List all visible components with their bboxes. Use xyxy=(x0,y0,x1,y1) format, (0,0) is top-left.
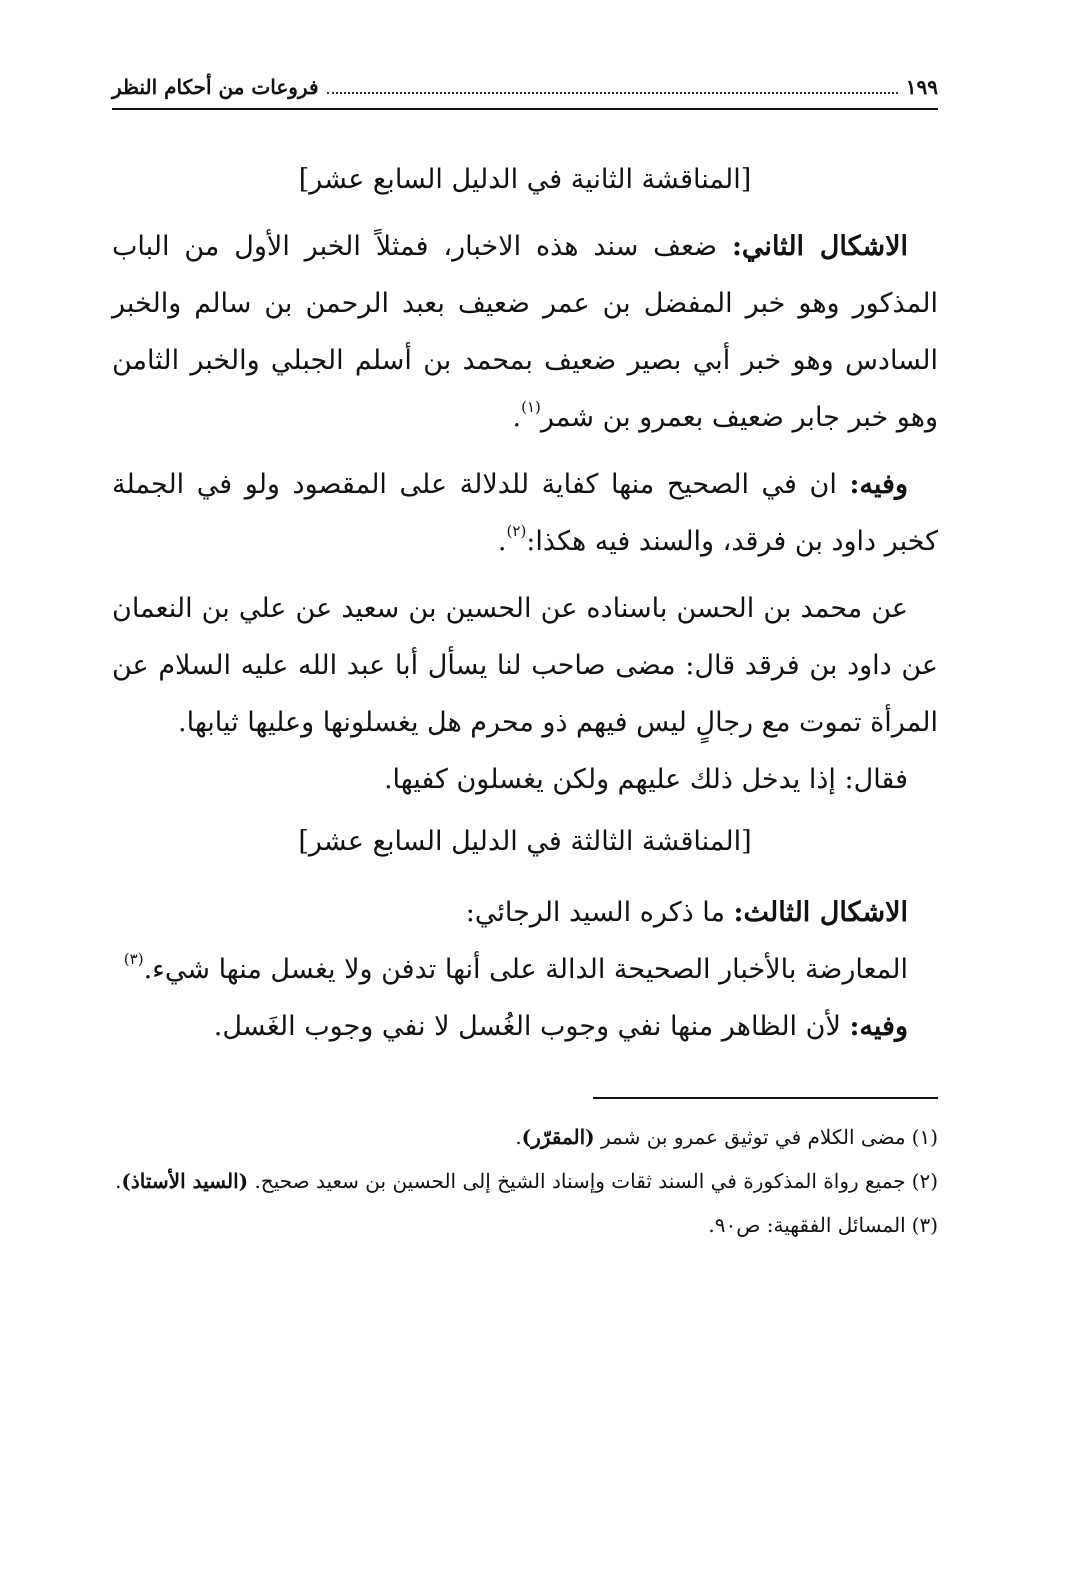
footnotes xyxy=(112,1119,938,1243)
label-third-objection: الاشكال الثالث: xyxy=(733,897,908,928)
footnote-text: المسائل الفقهية: ص٩٠. xyxy=(708,1213,906,1237)
text-response-1: ان في الصحيح منها كفاية للدلالة على المقصود ولو في الجملة كخبر داود بن فرقد، والسند فيه هكذا: xyxy=(112,469,938,557)
label-response-2: وفيه: xyxy=(849,1011,908,1042)
paragraph-hadith-answer: فقال: إذا يدخل ذلك عليهم ولكن يغسلون كفيها. xyxy=(383,764,908,795)
text-second-objection: ضعف سند هذه الاخبار، فمثلاً الخبر الأول من الباب المذكور وهو خبر المفضل بن عمر ضعيف بعبد الرحمن بن سالم والخبر السادس وهو خبر أبي بصير ضعيف بمحمد بن أسلم الجبلي والخبر الثامن وهو خبر جابر ضعيف بعمرو بن شمر xyxy=(112,231,938,433)
section-heading-third-discussion: [المناقشة الثالثة في الدليل السابع عشر] xyxy=(298,826,752,857)
footnote-number: (١) xyxy=(911,1125,938,1149)
footnote-ref-3[interactable]: (٣) xyxy=(123,950,144,968)
text-third-objection: ما ذكره السيد الرجائي: xyxy=(465,897,734,928)
footnote-3 xyxy=(112,1207,938,1243)
paragraph-response-2 xyxy=(112,998,938,1055)
punct: . xyxy=(115,1169,122,1193)
text-response-2: لأن الظاهر منها نفي وجوب الغُسل لا نفي وجوب الغَسل. xyxy=(213,1011,850,1042)
punct: . xyxy=(515,1125,522,1149)
footnote-text: مضى الكلام في توثيق عمرو بن شمر xyxy=(594,1125,906,1149)
footnote-separator xyxy=(593,1097,938,1099)
footnote-ref-1[interactable]: (١) xyxy=(521,398,541,416)
footnote-source: (السيد الأستاذ) xyxy=(121,1169,249,1193)
footnote-number: (٣) xyxy=(911,1213,938,1237)
paragraph-response-1 xyxy=(112,456,938,570)
footnote-text: جميع رواة المذكورة في السند ثقات وإسناد الشيخ إلى الحسين بن سعيد صحيح. xyxy=(248,1169,906,1193)
section-heading-second-discussion: [المناقشة الثانية في الدليل السابع عشر] xyxy=(298,164,752,195)
paragraph-hadith-chain: عن محمد بن الحسن باسناده عن الحسين بن سعيد عن علي بن النعمان عن داود بن فرقد قال: مضى صاحب لنا يسأل أبا عبد الله عليه السلام عن المرأة تموت مع رجالٍ ليس فيهم ذو محرم هل يغسلونها وعليها ثيابها. xyxy=(112,593,938,738)
punct: . xyxy=(512,402,522,433)
text-contradiction: المعارضة بالأخبار الصحيحة الدالة على أنها تدفن ولا يغسل منها شيء. xyxy=(143,954,908,985)
running-title: فروعات من أحكام النظر xyxy=(112,75,319,99)
footnote-number: (٢) xyxy=(911,1169,938,1193)
paragraph-third-objection xyxy=(112,884,938,941)
label-response-1: وفيه: xyxy=(849,469,908,500)
book-page xyxy=(112,70,938,1251)
footnote-1 xyxy=(112,1119,938,1155)
label-second-objection: الاشكال الثاني: xyxy=(731,231,908,262)
footnote-2 xyxy=(112,1163,938,1199)
footnote-source: (المقرّر) xyxy=(521,1125,595,1149)
paragraph-second-objection xyxy=(112,218,938,446)
punct: . xyxy=(497,526,507,557)
running-head xyxy=(112,70,938,110)
leader-dots xyxy=(327,92,898,94)
paragraph-contradiction xyxy=(112,941,938,998)
footnote-ref-2[interactable]: (٢) xyxy=(506,522,527,540)
page-number: ١٩٩ xyxy=(905,75,938,99)
